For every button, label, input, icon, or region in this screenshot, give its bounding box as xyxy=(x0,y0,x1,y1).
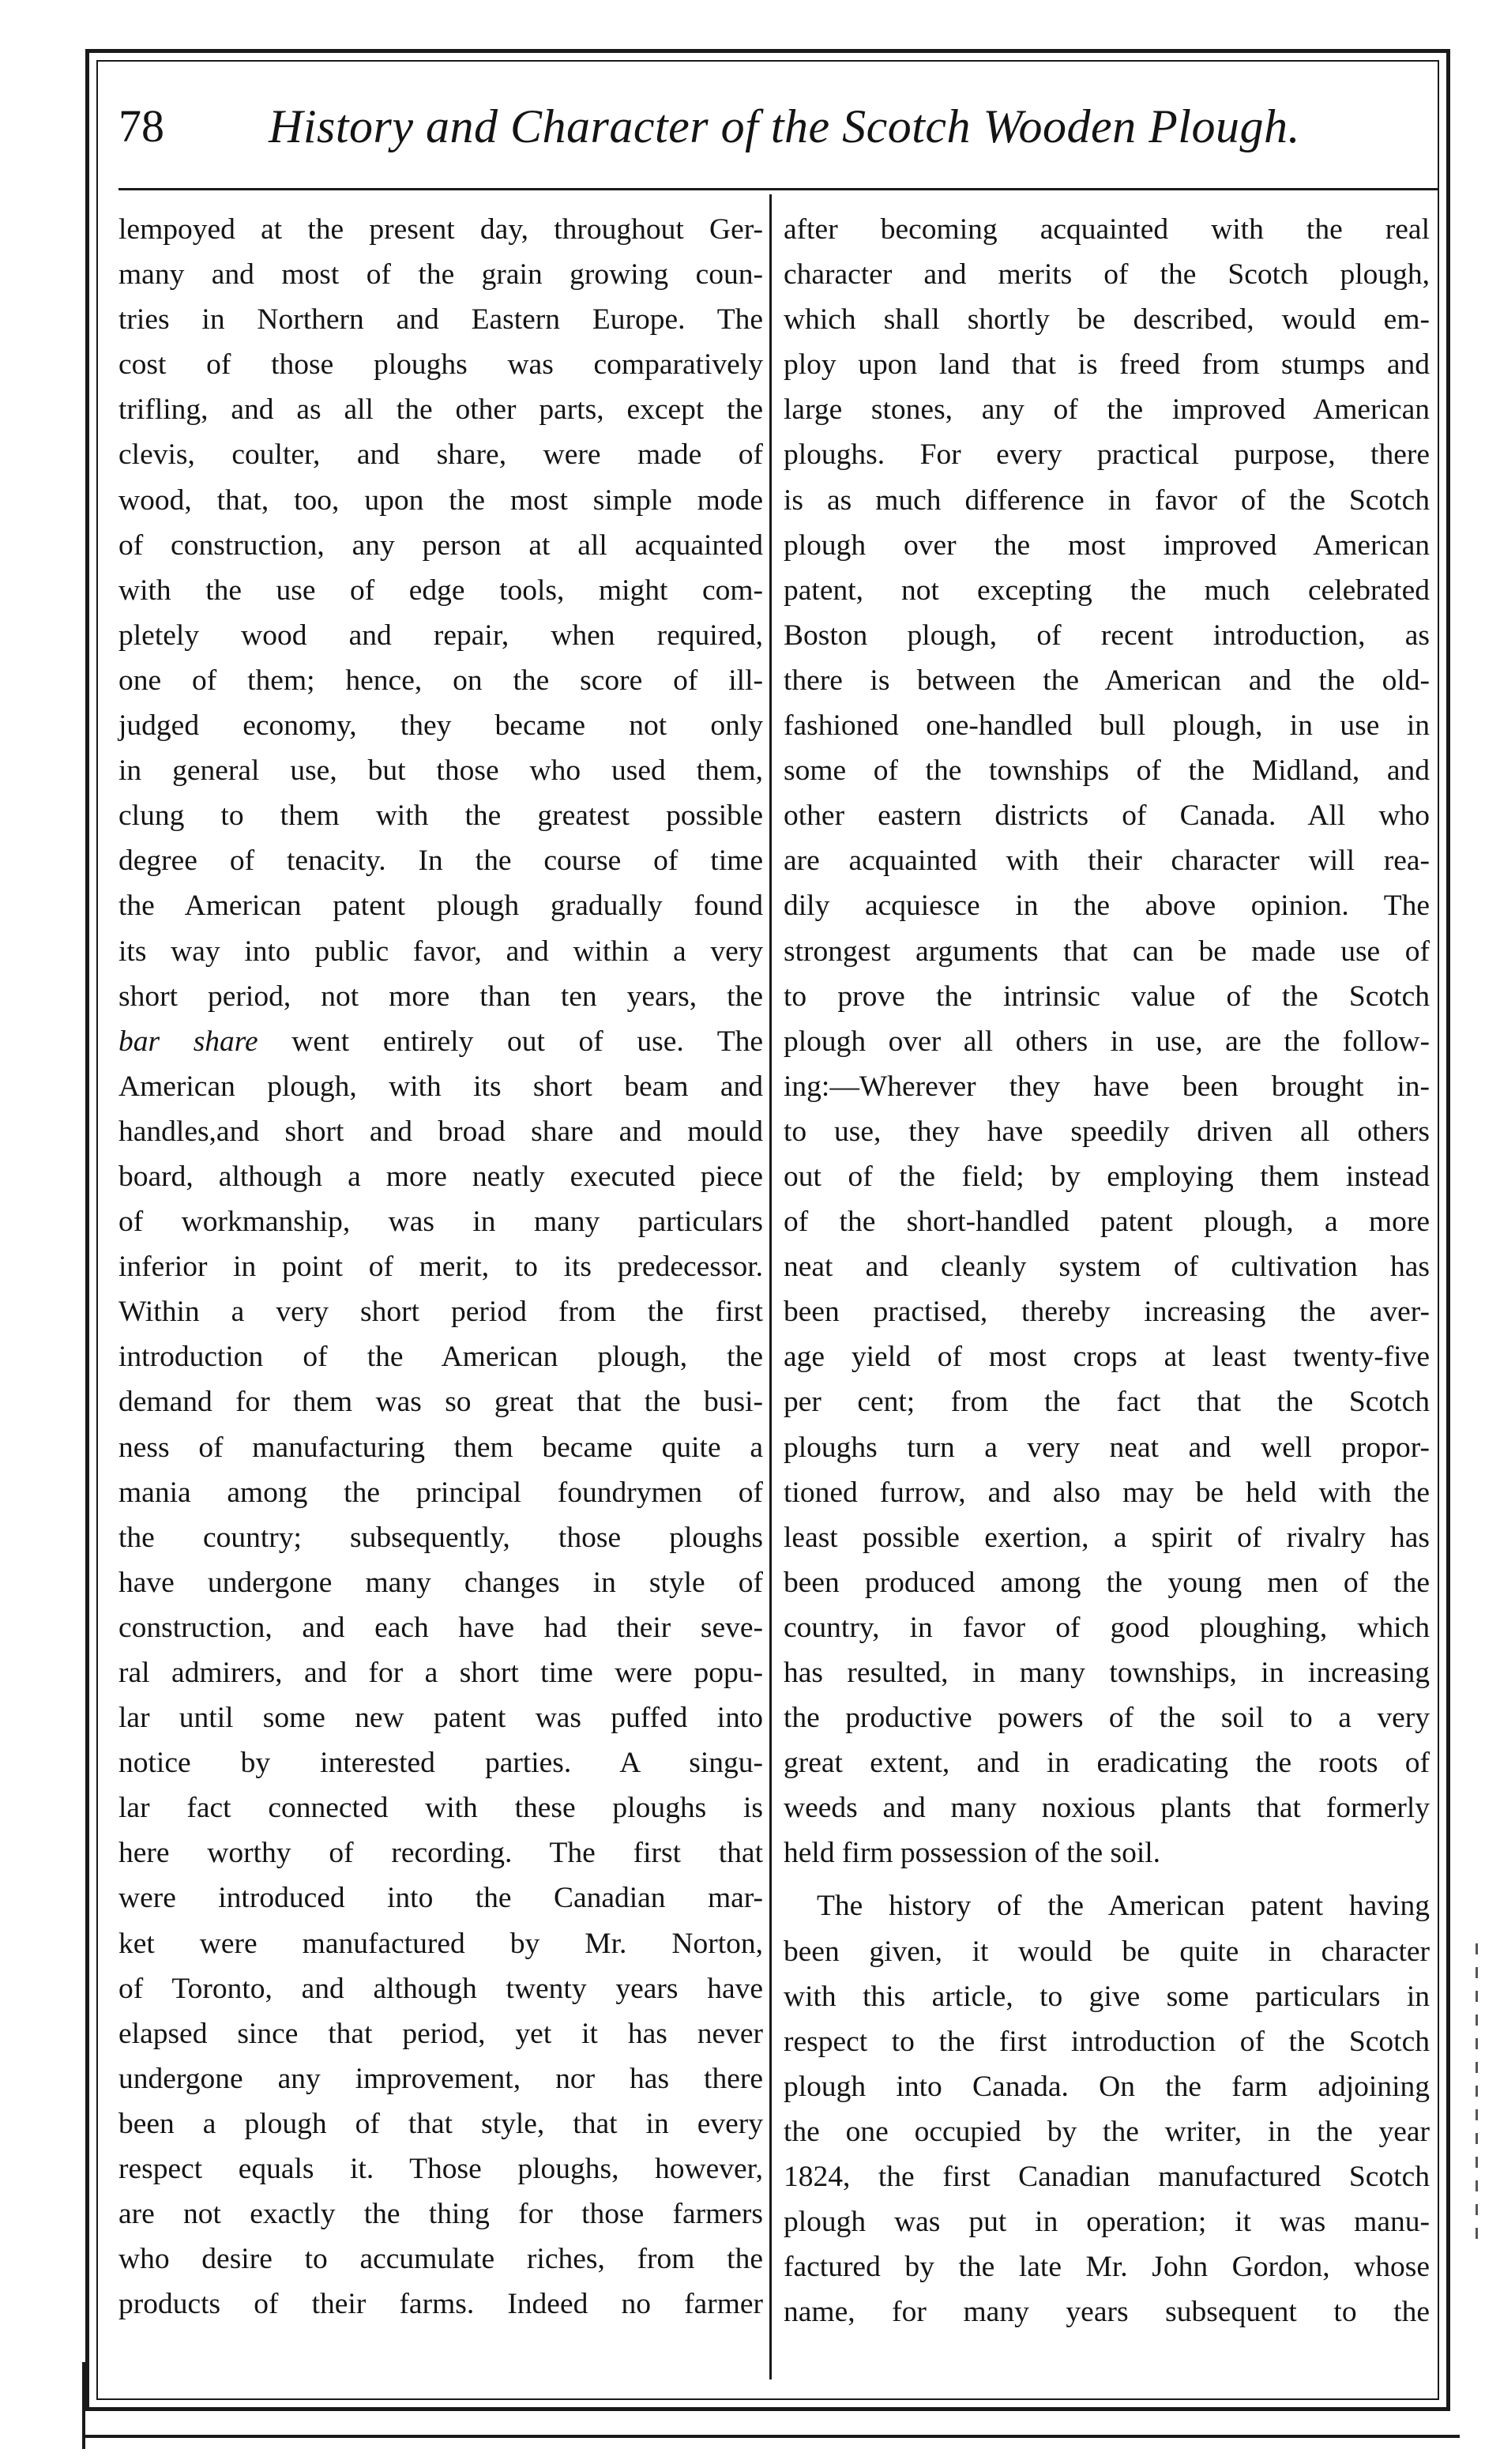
text-line: per cent; from the fact that the Scotch xyxy=(784,1386,1430,1419)
text-line: patent, not excepting the much celebrated xyxy=(784,574,1430,607)
text-line: trifling, and as all the other parts, except the xyxy=(118,393,763,427)
text-line: many and most of the grain growing coun- xyxy=(118,258,763,292)
text-line: dily acquiesce in the above opinion. The xyxy=(784,890,1430,923)
text-line: large stones, any of the improved American xyxy=(784,393,1430,427)
text-line: plough was put in operation; it was manu- xyxy=(784,2206,1430,2239)
text-line: least possible exertion, a spirit of rivalry has xyxy=(784,1521,1430,1554)
text-line: ing:—Wherever they have been brought in- xyxy=(784,1070,1430,1103)
header-rule xyxy=(118,188,1438,190)
text-line: strongest arguments that can be made use of xyxy=(784,935,1430,968)
text-line: been practised, thereby increasing the aver- xyxy=(784,1296,1430,1329)
text-line: handles,and short and broad share and mould xyxy=(118,1115,763,1148)
text-line: construction, and each have had their seve- xyxy=(118,1611,763,1644)
text-line: tries in Northern and Eastern Europe. The xyxy=(118,303,763,337)
text-line: its way into public favor, and within a very xyxy=(118,935,763,968)
text-line: board, although a more neatly executed piece xyxy=(118,1160,763,1193)
text-line: pletely wood and repair, when required, xyxy=(118,619,763,652)
text-line: of the short-handled patent plough, a more xyxy=(784,1206,1430,1239)
text-line: fashioned one-handled bull plough, in use in xyxy=(784,709,1430,743)
text-line: with the use of edge tools, might com- xyxy=(118,574,763,607)
text-line: ploughs. For every practical purpose, there xyxy=(784,438,1430,472)
text-line: the American patent plough gradually found xyxy=(118,890,763,923)
text-line: country, in favor of good ploughing, which xyxy=(784,1611,1430,1644)
text-line: American plough, with its short beam and xyxy=(118,1070,763,1103)
text-line: is as much difference in favor of the Scotch xyxy=(784,483,1430,517)
text-line: degree of tenacity. In the course of time xyxy=(118,845,763,878)
text-line: cost of those ploughs was comparatively xyxy=(118,348,763,382)
left-column xyxy=(118,207,763,2327)
text-line: of construction, any person at all acquainted xyxy=(118,529,763,562)
text-line: Within a very short period from the first xyxy=(118,1296,763,1329)
text-line: ploy upon land that is freed from stumps and xyxy=(784,348,1430,382)
text-line: clevis, coulter, and share, were made of xyxy=(118,438,763,472)
text-line: ploughs turn a very neat and well propor- xyxy=(784,1431,1430,1464)
text-line: there is between the American and the old- xyxy=(784,664,1430,697)
text-line-italic-lead: bar share went entirely out of use. The xyxy=(118,1025,763,1058)
text-line: undergone any improvement, nor has there xyxy=(118,2062,763,2095)
text-line: have undergone many changes in style of xyxy=(118,1566,763,1599)
text-line: who desire to accumulate riches, from the xyxy=(118,2243,763,2276)
text-line: in general use, but those who used them, xyxy=(118,754,763,788)
text-line: to use, they have speedily driven all others xyxy=(784,1115,1430,1148)
text-line: of workmanship, was in many particulars xyxy=(118,1206,763,1239)
text-line: are not exactly the thing for those farmers xyxy=(118,2198,763,2231)
text-line: lempoyed at the present day, throughout Ger- xyxy=(118,213,763,246)
right-margin-marks xyxy=(1476,1943,1478,2244)
text-line: respect equals it. Those ploughs, however, xyxy=(118,2153,763,2186)
text-line: lar until some new patent was puffed into xyxy=(118,1702,763,1735)
text-line: 1824, the first Canadian manufactured Scotch xyxy=(784,2161,1430,2194)
text-line: lar fact connected with these ploughs is xyxy=(118,1792,763,1825)
text-line: great extent, and in eradicating the roots of xyxy=(784,1747,1430,1780)
text-line: been a plough of that style, that in every xyxy=(118,2107,763,2140)
text-line: introduction of the American plough, the xyxy=(118,1341,763,1374)
text-line: are acquainted with their character will rea- xyxy=(784,845,1430,878)
paragraph-gap xyxy=(784,1875,1430,1883)
text-line: after becoming acquainted with the real xyxy=(784,213,1430,246)
text-line: character and merits of the Scotch plough, xyxy=(784,258,1430,292)
text-line: demand for them was so great that the busi- xyxy=(118,1386,763,1419)
text-line: plough into Canada. On the farm adjoining xyxy=(784,2070,1430,2103)
text-line: short period, not more than ten years, the xyxy=(118,980,763,1013)
text-line: inferior in point of merit, to its predecessor. xyxy=(118,1251,763,1284)
text-line: out of the field; by employing them instead xyxy=(784,1160,1430,1193)
text-line: been produced among the young men of the xyxy=(784,1566,1430,1599)
text-line: one of them; hence, on the score of ill- xyxy=(118,664,763,697)
text-line: name, for many years subsequent to the xyxy=(784,2296,1430,2329)
running-title: History and Character of the Scotch Wooden Plough. xyxy=(269,100,1300,152)
text-line: weeds and many noxious plants that formerly xyxy=(784,1792,1430,1825)
text-line: wood, that, too, upon the most simple mode xyxy=(118,483,763,517)
text-line: The history of the American patent having xyxy=(817,1890,1430,1923)
text-line: ket were manufactured by Mr. Norton, xyxy=(118,1927,763,1960)
text-line: of Toronto, and although twenty years have xyxy=(118,1972,763,2005)
text-line: age yield of most crops at least twenty-five xyxy=(784,1341,1430,1374)
text-line: some of the townships of the Midland, and xyxy=(784,754,1430,788)
bottom-rule xyxy=(85,2435,1460,2438)
text-line: notice by interested parties. A singu- xyxy=(118,1747,763,1780)
text-line: to prove the intrinsic value of the Scotch xyxy=(784,980,1430,1013)
text-line: Boston plough, of recent introduction, as xyxy=(784,619,1430,652)
text-line: the country; subsequently, those ploughs xyxy=(118,1521,763,1554)
page-number: 78 xyxy=(118,100,164,152)
text-line: tioned furrow, and also may be held with the xyxy=(784,1476,1430,1509)
text-line: mania among the principal foundrymen of xyxy=(118,1476,763,1509)
text-line: held firm possession of the soil. xyxy=(784,1837,1161,1870)
text-line: which shall shortly be described, would em- xyxy=(784,303,1430,337)
right-column xyxy=(784,207,1430,2334)
text-line: respect to the first introduction of the Scotch xyxy=(784,2025,1430,2058)
text-line: elapsed since that period, yet it has never xyxy=(118,2017,763,2050)
text-line: ness of manufacturing them became quite a xyxy=(118,1431,763,1464)
text-line: products of their farms. Indeed no farmer xyxy=(118,2288,763,2321)
page-header xyxy=(118,91,1414,162)
text-line: plough over the most improved American xyxy=(784,529,1430,562)
text-line: plough over all others in use, are the follow- xyxy=(784,1025,1430,1058)
text-line: the productive powers of the soil to a very xyxy=(784,1702,1430,1735)
text-line: with this article, to give some particulars in xyxy=(784,1980,1430,2013)
text-line: neat and cleanly system of cultivation has xyxy=(784,1251,1430,1284)
text-line: factured by the late Mr. John Gordon, whose xyxy=(784,2251,1430,2284)
text-line: has resulted, in many townships, in increasing xyxy=(784,1657,1430,1689)
text-line: the one occupied by the writer, in the year xyxy=(784,2115,1430,2148)
text-line: clung to them with the greatest possible xyxy=(118,799,763,833)
left-edge-mark xyxy=(82,2362,85,2449)
text-line: judged economy, they became not only xyxy=(118,709,763,743)
text-line: been given, it would be quite in character xyxy=(784,1935,1430,1968)
text-line: ral admirers, and for a short time were popu- xyxy=(118,1657,763,1689)
text-line: here worthy of recording. The first that xyxy=(118,1837,763,1870)
text-line: other eastern districts of Canada. All who xyxy=(784,799,1430,833)
column-divider xyxy=(769,194,772,2379)
text-line: were introduced into the Canadian mar- xyxy=(118,1882,763,1915)
